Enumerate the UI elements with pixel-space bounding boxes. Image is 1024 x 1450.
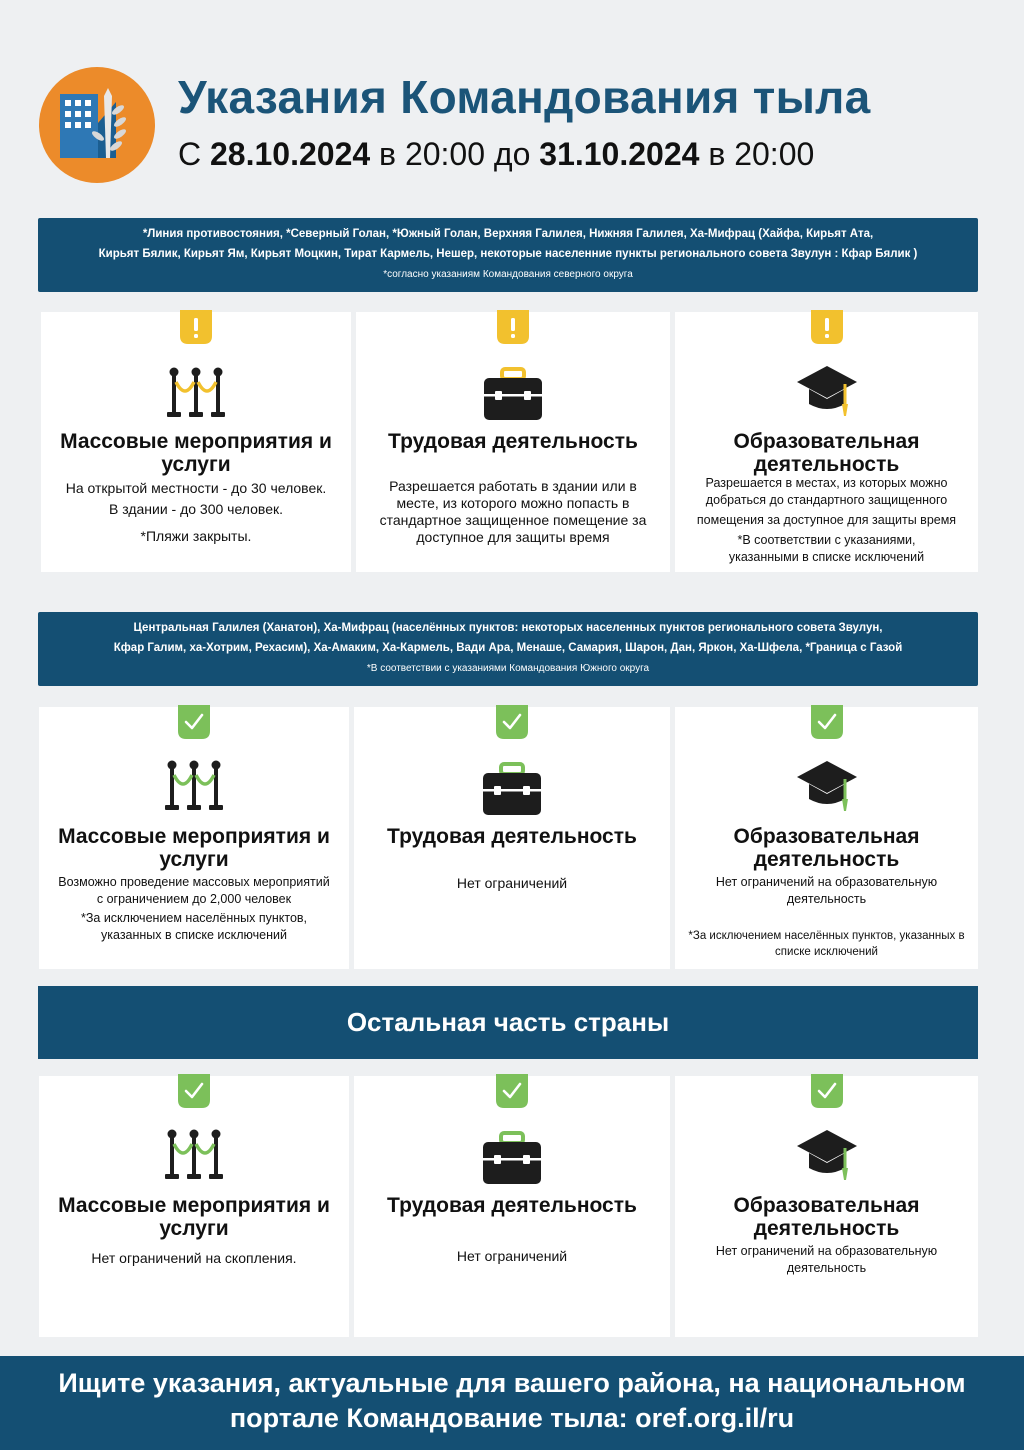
- region-list-line: Центральная Галилея (Ханатон), Ха-Мифрац (населённых пунктов: некоторых населенных пунктов регионального совета Звулун,: [133, 622, 883, 634]
- graduation-cap-icon: [795, 759, 859, 817]
- home-front-command-logo: [38, 66, 156, 184]
- card-work: [354, 707, 670, 969]
- region-list-line: *Линия противостояния, *Северный Голан, *Южный Голан, Верхняя Галилея, Нижняя Галилея, Ха-Мифрац (Хайфа, Кирьят Ата,: [142, 228, 874, 240]
- card-title: Образовательная деятельность: [733, 825, 920, 871]
- card-line: *Пляжи закрыты.: [140, 528, 252, 544]
- end-time: в 20:00: [699, 136, 815, 172]
- card-title: Образовательная деятельность: [733, 1194, 920, 1240]
- card-mass-events: [41, 312, 351, 572]
- card-title: Трудовая деятельность: [387, 825, 637, 848]
- card-line: В здании - до 300 человек.: [108, 501, 283, 517]
- card-title: Массовые мероприятия и услуги: [58, 1194, 330, 1240]
- region-list-line: Кфар Галим, ха-Хотрим, Рехасим), Ха-Амаким, Ха-Кармель, Вади Ара, Менаше, Самария, Шарон, Дан, Яркон, Ха-Шфела, *Граница с Газой: [113, 642, 903, 654]
- card-text: Нет ограничений: [456, 1248, 568, 1264]
- checkmark-icon: [496, 1074, 528, 1110]
- stanchion-icon: [162, 759, 226, 817]
- end-date: 31.10.2024: [539, 136, 700, 172]
- checkmark-icon: [811, 705, 843, 741]
- date-range: [178, 136, 814, 173]
- card-mass-events: [39, 707, 349, 969]
- card-text: [57, 874, 331, 944]
- card-title: Массовые мероприятия и услуги: [60, 430, 332, 476]
- card-text: [681, 475, 972, 566]
- date-prefix: С: [178, 136, 210, 172]
- card-text: Разрешается работать в здании или в месте, из которого можно попасть в стандартное защищенное помещение за доступное для защиты время: [379, 478, 647, 545]
- card-text: Нет ограничений на образовательную деятельность: [715, 875, 938, 906]
- warning-exclamation-icon: [811, 310, 843, 346]
- card-work: [354, 1076, 670, 1337]
- footer-line: портале Командование тыла: oref.org.il/ru: [229, 1403, 795, 1433]
- card-line: *За исключением населённых пунктов, указанных в списке исключений: [80, 911, 308, 942]
- checkmark-icon: [178, 705, 210, 741]
- card-line: На открытой местности - до 30 человек.: [65, 480, 327, 496]
- graduation-cap-icon: [795, 1128, 859, 1186]
- checkmark-icon: [496, 705, 528, 741]
- briefcase-icon: [480, 761, 544, 819]
- checkmark-icon: [811, 1074, 843, 1110]
- card-work: [356, 312, 670, 572]
- region-list-line: Кирьят Бялик, Кирьят Ям, Кирьят Моцкин, Тират Кармель, Нешер, некоторые населенние пункты регионального совета Звулун : Кфар Бялик ): [98, 248, 918, 260]
- card-title: Трудовая деятельность: [387, 1194, 637, 1217]
- checkmark-icon: [178, 1074, 210, 1110]
- footer-line: Ищите указания, актуальные для вашего района, на национальном: [58, 1368, 966, 1398]
- card-line: помещения за доступное для защиты время: [696, 513, 957, 527]
- region-note: *В соответствии с указаниями Командования Южного округа: [366, 663, 650, 674]
- card-note: *За исключением населённых пунктов, указанных в списке исключений: [688, 930, 965, 958]
- start-time: в 20:00 до: [370, 136, 540, 172]
- card-mass-events: [39, 1076, 349, 1337]
- card-line: Разрешается в местах, из которых можно добраться до стандартного защищенного: [705, 476, 948, 507]
- card-line: Возможно проведение массовых мероприятий с ограничением до 2,000 человек: [58, 875, 330, 906]
- start-date: 28.10.2024: [210, 136, 371, 172]
- stanchion-icon: [164, 366, 228, 424]
- card-education: [675, 1076, 978, 1337]
- briefcase-icon: [480, 1130, 544, 1188]
- warning-exclamation-icon: [180, 310, 212, 346]
- card-text: Нет ограничений на скопления.: [91, 1250, 297, 1266]
- card-text: [55, 478, 337, 547]
- region-banner-center: [38, 612, 978, 686]
- rest-of-country-banner: Остальная часть страны: [38, 986, 978, 1059]
- card-title: Массовые мероприятия и услуги: [58, 825, 330, 871]
- region-banner-north: [38, 218, 978, 292]
- card-education: [675, 707, 978, 969]
- header: [0, 0, 1024, 200]
- card-title: Образовательная деятельность: [733, 430, 920, 476]
- stanchion-icon: [162, 1128, 226, 1186]
- card-line: *В соответствии с указаниями, указанными в списке исключений: [728, 533, 925, 564]
- card-text: Нет ограничений: [456, 875, 568, 891]
- card-title: Трудовая деятельность: [388, 430, 638, 453]
- briefcase-icon: [481, 366, 545, 424]
- footer-banner: [0, 1356, 1024, 1450]
- warning-exclamation-icon: [497, 310, 529, 346]
- region-note: *согласно указаниям Командования северного округа: [383, 269, 633, 280]
- card-text: Нет ограничений на образовательную деятельность: [715, 1244, 938, 1275]
- card-education: [675, 312, 978, 572]
- graduation-cap-icon: [795, 364, 859, 422]
- page-title: Указания Командования тыла: [178, 71, 871, 123]
